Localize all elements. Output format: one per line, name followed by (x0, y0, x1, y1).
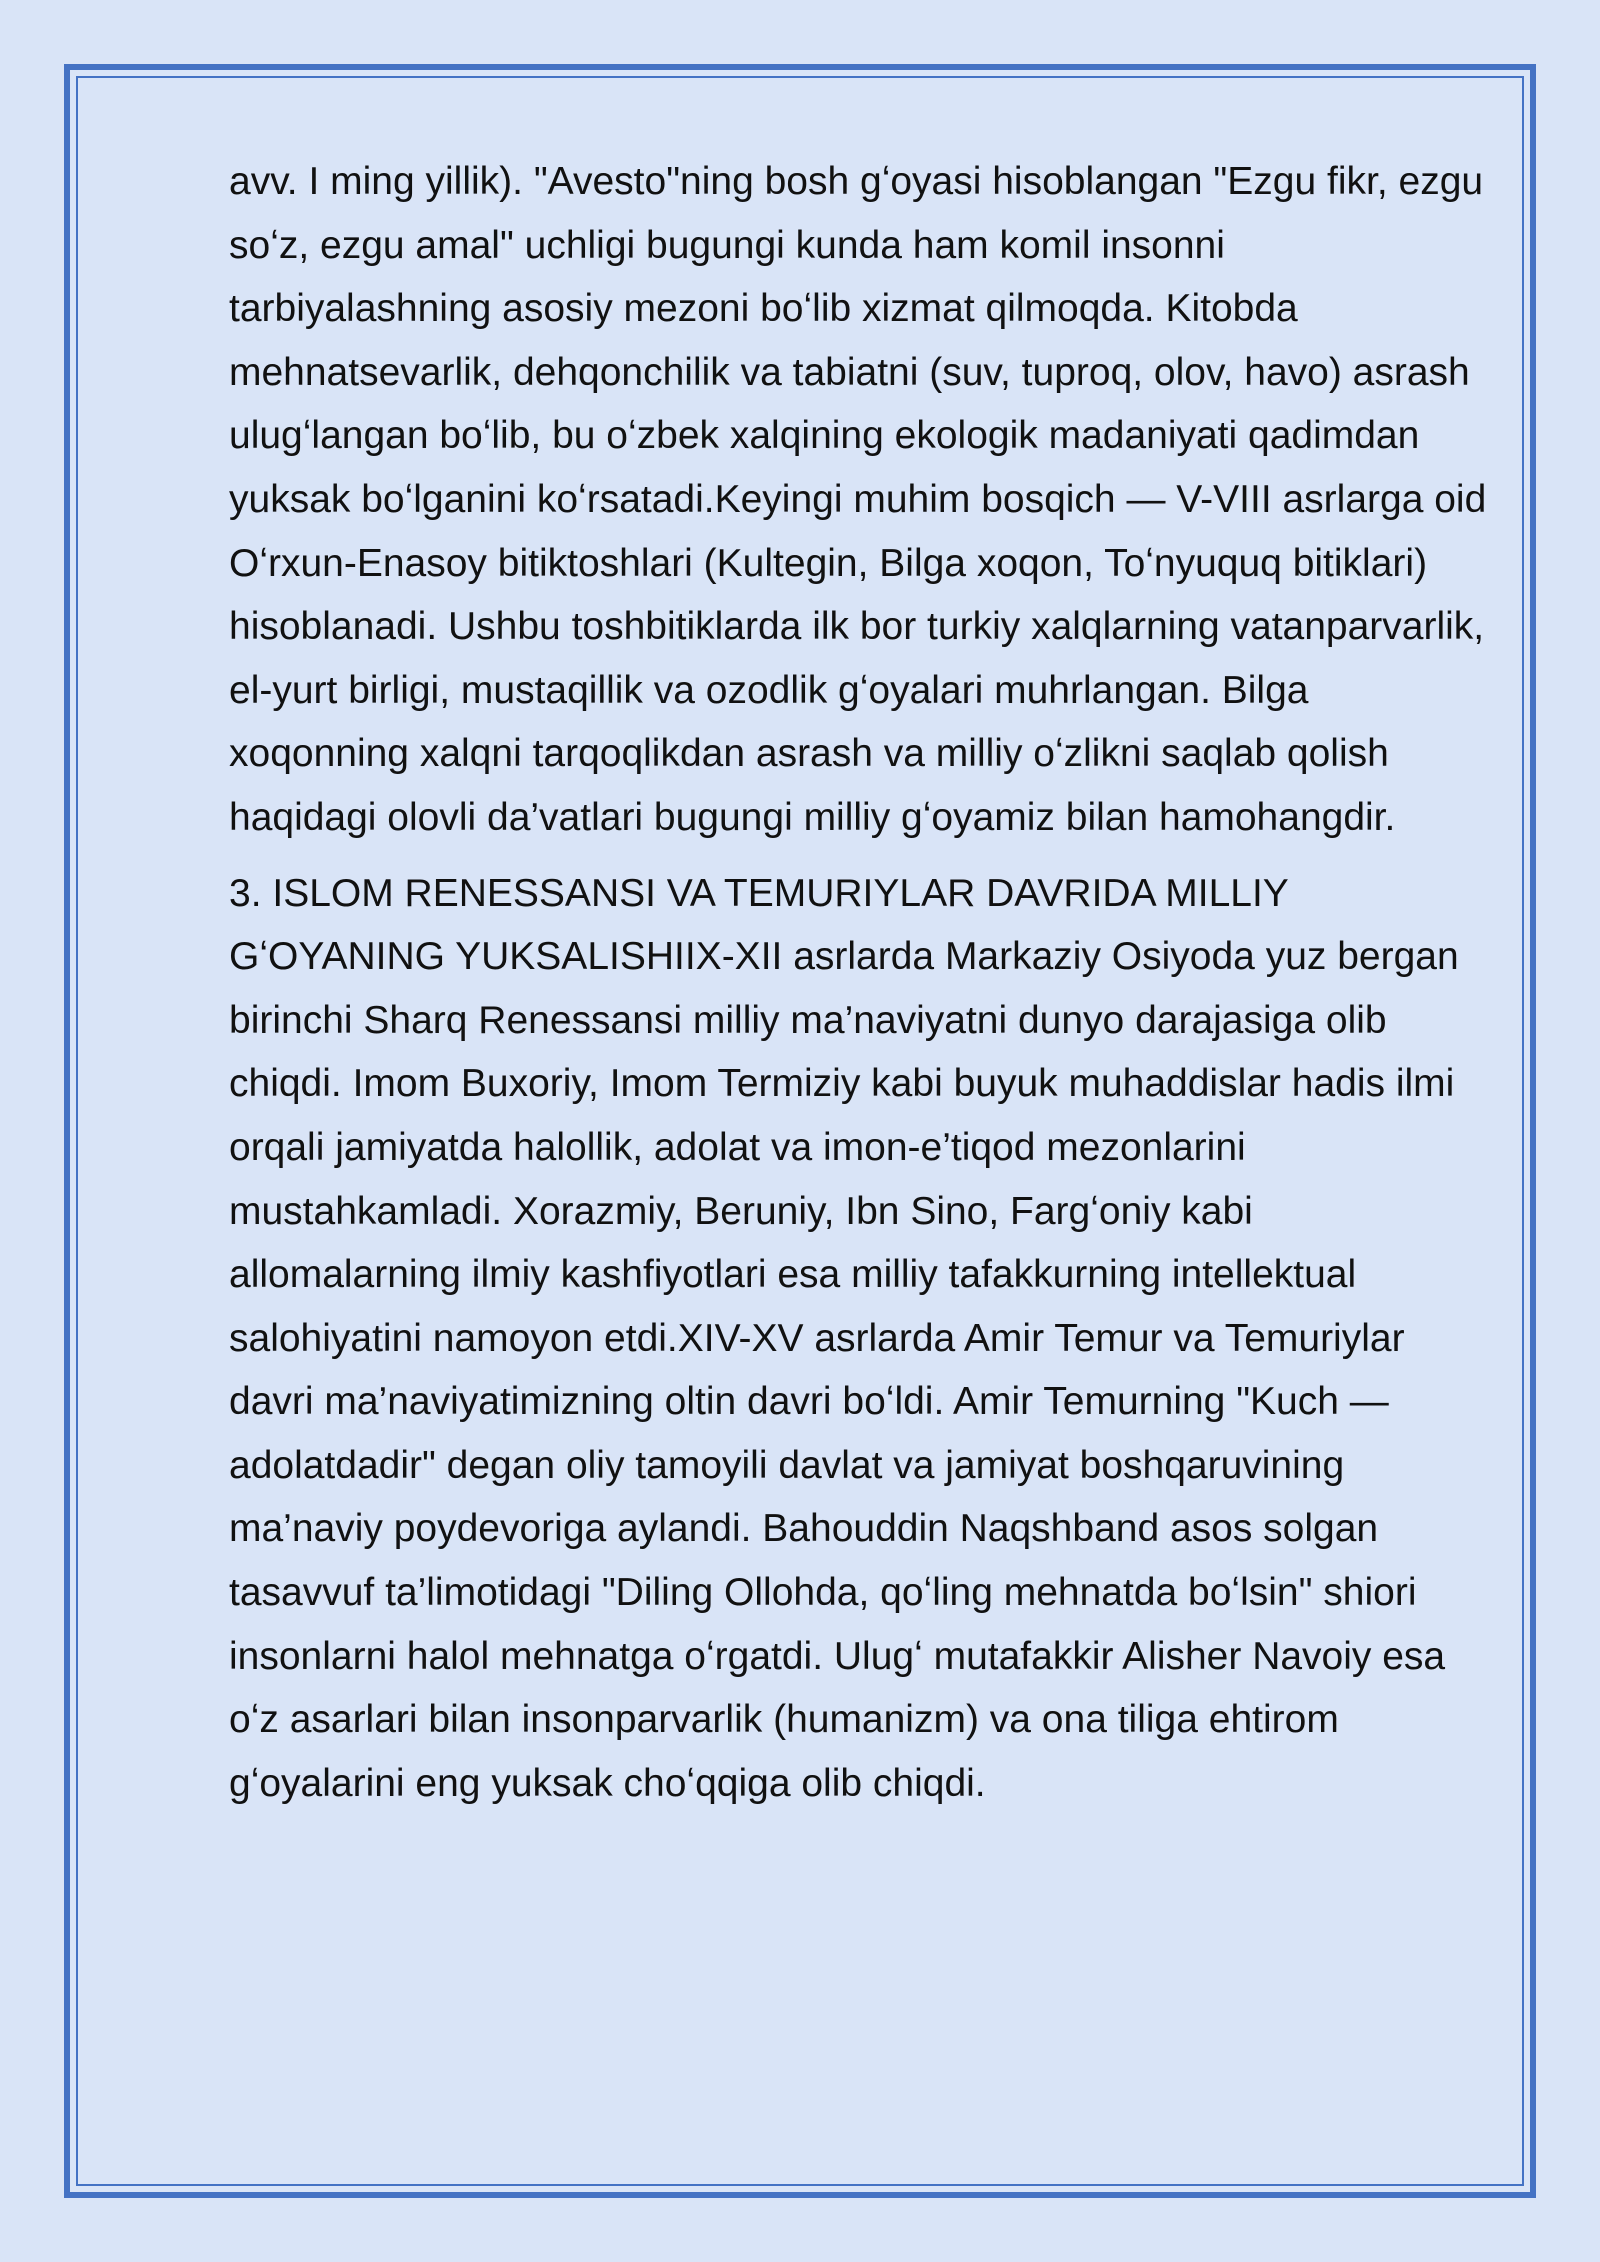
paragraph-avesto-orkhon: avv. I ming yillik). "Avesto"ning bosh gʻoyasi hisoblangan "Ezgu fikr, ezgu soʻz, ezgu amal" uchligi bugungi kunda ham komil insonni tarbiyalashning asosiy mezoni boʻlib xizmat qilmoqda. Kitobda mehnatsevarlik, dehqonchilik va tabiatni (suv, tuproq, olov, havo) asrash ulugʻlangan boʻlib, bu oʻzbek xalqining ekologik madaniyati qadimdan yuksak boʻlganini koʻrsatadi.Keyingi muhim bosqich — V-VIII asrlarga oid Oʻrxun-Enasoy bitiktoshlari (Kultegin, Bilga xoqon, Toʻnyuquq bitiklari) hisoblanadi. Ushbu toshbitiklarda ilk bor turkiy xalqlarning vatanparvarlik, el-yurt birligi, mustaqillik va ozodlik gʻoyalari muhrlangan. Bilga xoqonning xalqni tarqoqlikdan asrash va milliy oʻzlikni saqlab qolish haqidagi olovli da’vatlari bugungi milliy gʻoyamiz bilan hamohangdir. (229, 160, 1487, 839)
document-body (229, 150, 1489, 1827)
paragraph-islamic-renaissance: 3. ISLOM RENESSANSI VA TEMURIYLAR DAVRIDA MILLIY GʻOYANING YUKSALISHIIX-XII asrlarda Markaziy Osiyoda yuz bergan birinchi Sharq Renessansi milliy ma’naviyatni dunyo darajasiga olib chiqdi. Imom Buxoriy, Imom Termiziy kabi buyuk muhaddislar hadis ilmi orqali jamiyatda halollik, adolat va imon-e’tiqod mezonlarini mustahkamladi. Xorazmiy, Beruniy, Ibn Sino, Fargʻoniy kabi allomalarning ilmiy kashfiyotlari esa milliy tafakkurning intellektual salohiyatini namoyon etdi.XIV-XV asrlarda Amir Temur va Temuriylar davri ma’naviyatimizning oltin davri boʻldi. Amir Temurning "Kuch — adolatdadir" degan oliy tamoyili davlat va jamiyat boshqaruvining ma’naviy poydevoriga aylandi. Bahouddin Naqshband asos solgan tasavvuf ta’limotidagi "Diling Ollohda, qoʻling mehnatda boʻlsin" shiori insonlarni halol mehnatga oʻrgatdi. Ulugʻ mutafakkir Alisher Navoiy esa oʻz asarlari bilan insonparvarlik (humanizm) va ona tiliga ehtirom gʻoyalarini eng yuksak choʻqqiga olib chiqdi. (229, 871, 1459, 1805)
